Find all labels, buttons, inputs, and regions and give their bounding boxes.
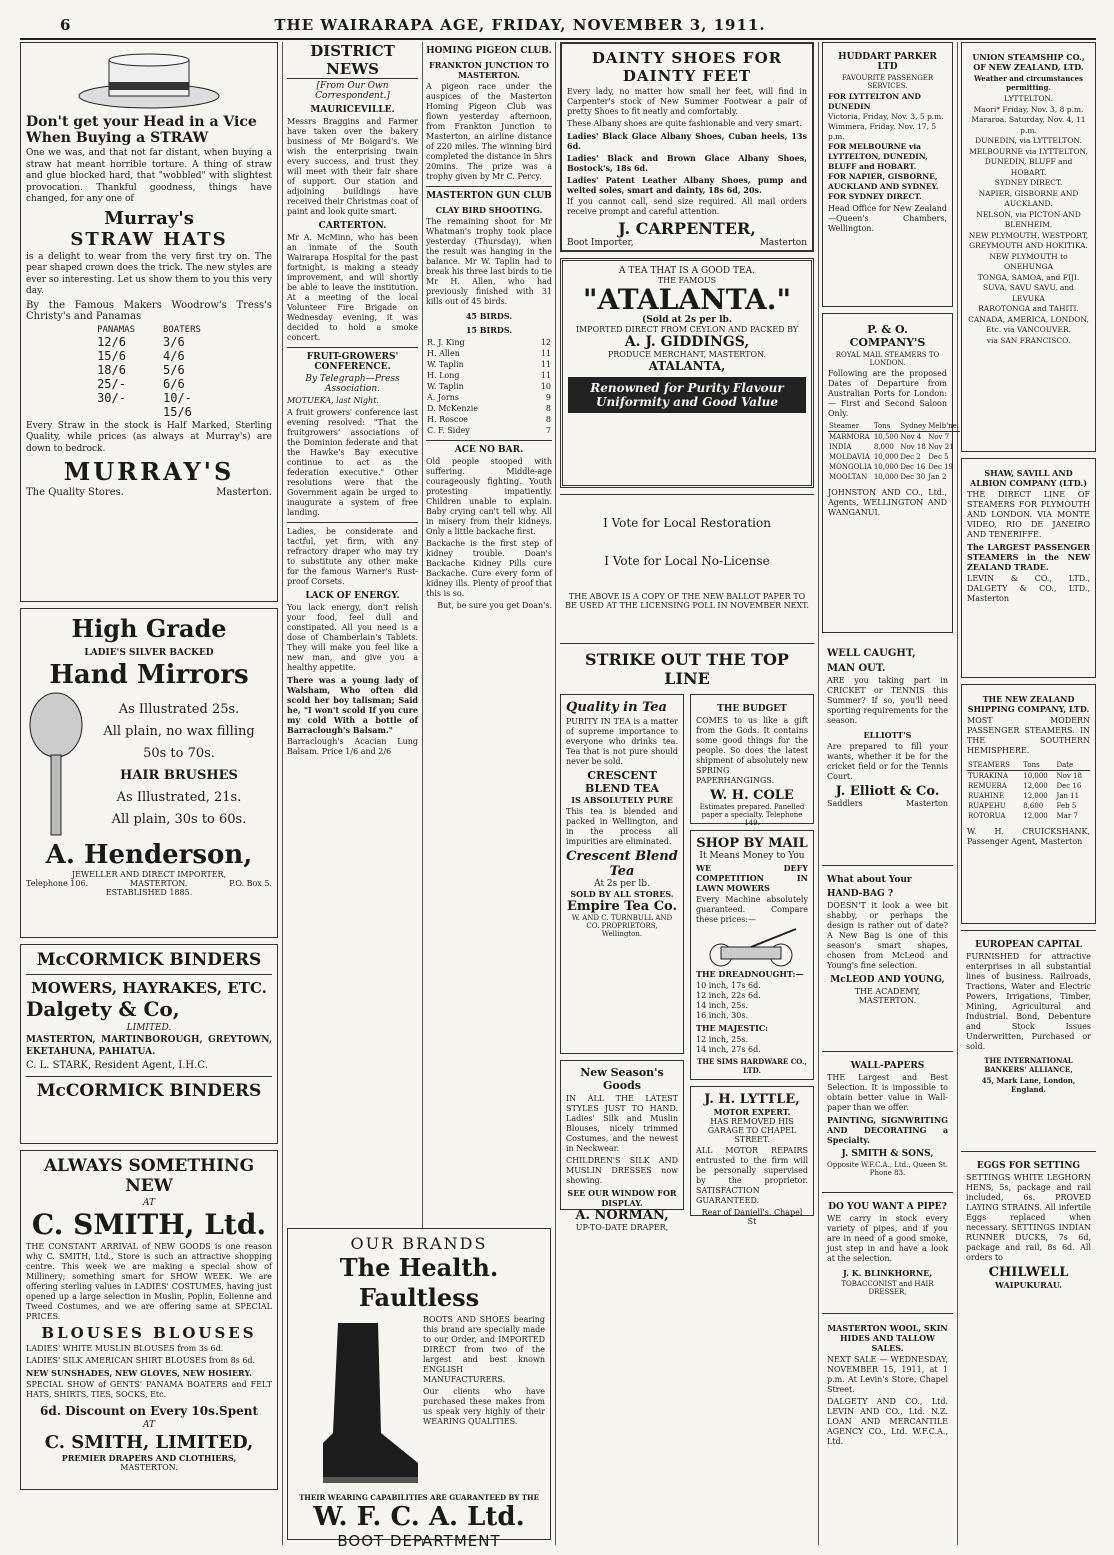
smith-at: AT xyxy=(142,1198,155,1208)
wool-firms: DALGETY AND CO., Ltd. LEVIN AND CO., Ltd. N.Z. LOAN AND MERCANTILE AGENCY CO., Ltd. W.F.C.A., Ltd. xyxy=(827,1397,948,1446)
price-row: 18/6 5/6 xyxy=(97,362,185,377)
gun-head: MASTERTON GUN CLUB xyxy=(426,191,552,201)
lack-body: You lack energy, don't relish your food, feel dull and constipated. All you need is a dose of Chamberlain's Tablets. They will make you feel like a new man, and give you a healthy appetite. xyxy=(287,603,418,672)
henderson-l6: All plain, 30s to 60s. xyxy=(111,812,247,827)
col-head: Tons xyxy=(1023,761,1040,769)
henderson-tag: JEWELLER AND DIRECT IMPORTER, xyxy=(71,870,227,879)
lyttle-tag: MOTOR EXPERT. xyxy=(713,1107,791,1117)
table-row: REMUERA 12,000 Dec 16 xyxy=(968,782,1082,790)
henderson-h2: LADIE'S SILVER BACKED xyxy=(84,648,214,658)
norman-title: New Season's Goods xyxy=(580,1066,664,1092)
list-item: Mararoa, Saturday, Nov. 4, 11 p.m. xyxy=(971,115,1086,135)
wool-title: MASTERTON WOOL, SKIN HIDES AND TALLOW SALES. xyxy=(827,1323,948,1353)
column-rule xyxy=(282,42,283,1545)
dainty-i3: Ladies' Patent Leather Albany Shoes, pump and welted soles, smart and dainty, 18s 6d, 20s. xyxy=(567,175,807,195)
price-row: 15/6 xyxy=(163,404,192,419)
smith-disc: 6d. Discount on Every 10s.Spent xyxy=(39,1404,259,1418)
smith-town: MASTERTON. xyxy=(120,1463,178,1472)
dainty-shoes-advert xyxy=(560,42,814,252)
wool-body: NEXT SALE — WEDNESDAY, NOVEMBER 15, 1911, at 1 p.m. At Levin's Store, Chapel Street. xyxy=(827,1355,948,1394)
column-rule xyxy=(818,42,819,1545)
eggs-body: SETTINGS WHITE LEGHORN HENS, 5s, package and rail included, 6s. PROVED LAYING STRAINS. All infertile Eggs replaced when necessary. SETTINGS INDIAN RUNNER DUCKS, 7s 6d, package and rail, 8s 6d. All orders to xyxy=(966,1173,1091,1262)
crescent-head: CRESCENT BLEND TEA xyxy=(585,769,659,795)
list-item: 14 inch, 27s 6d. xyxy=(696,1045,761,1054)
table-row: MOLDAVIA 10,000 Dec 2 Dec 5 xyxy=(829,453,949,461)
score-row: W. Taplin 11 xyxy=(427,360,551,369)
lack-head: LACK OF ENERGY. xyxy=(305,591,400,601)
atalanta-name: "ATALANTA." xyxy=(582,283,792,316)
shaw-agents: LEVIN & CO., LTD., DALGETY & CO., LTD., Masterton xyxy=(967,574,1090,603)
european-title: EUROPEAN CAPITAL xyxy=(975,940,1082,950)
murray-advert xyxy=(20,42,278,602)
sims-body2: Every Machine absolutely guaranteed. Compare these prices:— xyxy=(696,895,808,924)
list-item: FOR MELBOURNE via LYTTELTON, DUNEDIN, BLUFF and HOBART. xyxy=(828,142,928,171)
budget-body: COMES to us like a gift from the Gods. It contains some good things for the people. So does the latest shipment of absolutely new SPRING PAPERHANGINGS. xyxy=(696,716,808,785)
pando-body: Following are the proposed Dates of Departure from Australian Ports for London:— First and Second Saloon Only. xyxy=(828,369,947,418)
lyttle-advert xyxy=(690,1086,814,1226)
sims-firm: THE SIMS HARDWARE CO., LTD. xyxy=(697,1057,807,1075)
elliott-left: Saddlers xyxy=(827,799,863,808)
table-row: TURAKINA 10,000 Nov 18 xyxy=(968,772,1082,780)
pando-sub: ROYAL MAIL STEAMERS TO LONDON. xyxy=(835,351,940,367)
col-head-boaters: BOATERS xyxy=(163,324,201,335)
list-item: Maori* Friday, Nov. 3, 8 p.m. xyxy=(973,104,1084,114)
pando-advert xyxy=(822,313,960,633)
empire-props: W. AND C. TURNBULL AND CO. PROPRIETORS, Wellington. xyxy=(571,914,673,938)
wallpapers-advert xyxy=(822,1051,953,1186)
pando-table xyxy=(828,421,960,482)
academy-town: MASTERTON. xyxy=(858,996,917,1005)
wallpapers-body: THE Largest and Best Selection. It is impossible to obtain better value in Wall-paper than we offer. xyxy=(827,1073,948,1112)
wfca-h2: The Health. Faultless xyxy=(339,1253,499,1312)
academy-h1: What about Your xyxy=(827,875,912,885)
union-steamship-advert xyxy=(961,42,1096,452)
dainty-title: DAINTY SHOES FOR DAINTY FEET xyxy=(591,49,783,85)
henderson-town: MASTERTON. xyxy=(129,879,188,888)
motueka: MOTUEKA, last Night. xyxy=(287,396,379,405)
list-item: FOR LYTTELTON AND DUNEDIN xyxy=(828,92,921,111)
norman-name: A. NORMAN, xyxy=(575,1208,669,1223)
pigeon-sub: FRANKTON JUNCTION TO MASTERTON. xyxy=(429,60,549,80)
pipe-name: J. K. BLINKHORNE, xyxy=(842,1268,933,1278)
smith-at2: AT xyxy=(142,1420,155,1430)
list-item: SUVA, SAVU SAVU, and LEVUKA xyxy=(983,283,1074,303)
score-row: H. Roscoe 8 xyxy=(427,415,551,424)
smith-advert xyxy=(20,1150,278,1490)
dainty-i1: Ladies' Black Glace Albany Shoes, Cuban heels, 13s 6d. xyxy=(567,131,807,151)
lawn-mower-illustration xyxy=(696,927,808,967)
table-row: MONGOLIA 10,000 Dec 16 Dec 19 xyxy=(829,463,953,471)
wfca-h1: OUR BRANDS xyxy=(350,1234,488,1253)
pipe-advert xyxy=(822,1192,953,1307)
atalanta-by: A. J. GIDDINGS, xyxy=(624,334,750,350)
list-item: via SAN FRANCISCO. xyxy=(986,335,1071,345)
list-item: DUNEDIN, via LYTTELTON. xyxy=(975,136,1082,145)
wallpapers-title: WALL-PAPERS xyxy=(850,1061,925,1071)
mauriceville-body: Messrs Braggins and Farmer have taken over the bakery business of Mr Boigard's. We wish the enterprising twain every success, and trust they will meet with their fair share of support. Our station and adjoining buildings have received their Christmas coat of paint and look quite smart. xyxy=(287,117,418,216)
shaw-body: The LARGEST PASSENGER STEAMERS in the NEW ZEALAND TRADE. xyxy=(967,542,1090,572)
mccormick-top: McCORMICK BINDERS xyxy=(36,950,262,970)
column-6 xyxy=(961,42,1096,1545)
murray-brand: Murray's xyxy=(104,207,194,229)
mccormick-ltd: LIMITED. xyxy=(126,1023,172,1033)
elliott-right: Masterton xyxy=(905,799,948,808)
wallpapers-addr: Opposite W.F.C.A., Ltd., Queen St. Phone 83. xyxy=(827,1161,948,1177)
norman-children: CHILDREN'S SILK AND MUSLIN DRESSES now showing. xyxy=(566,1156,678,1185)
pipe-title: DO YOU WANT A PIPE? xyxy=(828,1202,947,1212)
murray-body: One we was, and that not far distant, when buying a straw hat meant horrible torture. A thing of straw and glue blocked hard, that "wobbled" with slightest provocation. Thankful goodness, things have changed, for any one of xyxy=(26,148,272,204)
score-row: R. J. King 12 xyxy=(427,338,551,347)
murray-town: Masterton. xyxy=(216,487,272,498)
vote-no-license: I Vote for Local No-License xyxy=(604,554,770,568)
dainty-right: Masterton xyxy=(759,238,807,248)
price-row: 30/- 10/- xyxy=(97,390,192,405)
column-rule xyxy=(957,42,958,1545)
mccormick-bottom: McCORMICK BINDERS xyxy=(36,1080,262,1101)
column-4 xyxy=(560,42,814,1545)
huddart-title: HUDDART PARKER LTD xyxy=(838,52,937,72)
list-item: 12 inch, 22s 6d. xyxy=(696,991,761,1000)
carterton-body: Mr A. McMinn, who has been an inmate of the South Wairarapa Hospital for the past fortnight, is making a steady improvement, and will shortly be able to leave the institution. At a meeting of the local Volunteer Fire Brigade on Wednesday evening, it was decided to hold a smoke concert. xyxy=(287,233,418,342)
column-5 xyxy=(822,42,960,1545)
crescent-body: This tea is blended and packed in Wellington, and in the process all impurities are eliminated. xyxy=(566,807,678,846)
strike-out: STRIKE OUT THE TOP LINE xyxy=(585,650,789,688)
mccormick-firm: Dalgety & Co, xyxy=(26,997,180,1021)
european-body: FURNISHED for attractive enterprises in all substantial lines of business. Railroads, Tractions, Water and Electric Powers, Irrigations, Timber, Mining, Agricultural and Industrial. Bond, Debenture and Stock Issues Underwritten, Purchased or sold. xyxy=(966,952,1091,1051)
table-row: INDIA 8,000 Nov 18 Nov 21 xyxy=(829,443,954,451)
vote-restoration: I Vote for Local Restoration xyxy=(603,516,771,530)
european-addr: 45, Mark Lane, London, England. xyxy=(981,1076,1076,1094)
norman-see: SEE OUR WINDOW FOR DISPLAY. xyxy=(567,1188,677,1208)
birds-45: 45 BIRDS. xyxy=(465,311,513,321)
elliott-h2: MAN OUT. xyxy=(827,663,886,674)
dainty-left: Boot Importer, xyxy=(567,238,634,248)
murray-pitch: is a delight to wear from the very first try on. The pear shaped crown does the trick. The new styles are ever so interesting. Let us show them to you this very day. xyxy=(26,251,272,296)
henderson-l5: As Illustrated, 21s. xyxy=(116,790,242,805)
smith-blouses: BLOUSES BLOUSES xyxy=(41,1324,257,1342)
wfca-dept: BOOT DEPARTMENT xyxy=(337,1532,501,1550)
wfca-name: W. F. C. A. Ltd. xyxy=(313,1502,525,1532)
smith-b4: SPECIAL SHOW of GENTS' PANAMA BOATERS and FELT HATS, SHIRTS, TIES, SOCKS, Etc. xyxy=(26,1380,272,1399)
wfca-guarantee: THEIR WEARING CAPABILITIES ARE GUARANTEED BY THE xyxy=(299,1493,539,1502)
price-row: 12/6 3/6 xyxy=(97,334,185,349)
column-1 xyxy=(20,42,278,1545)
doans-end: But, be sure you get Doan's. xyxy=(437,601,552,610)
atalanta-price: (Sold at 2s per lb. xyxy=(642,315,732,325)
nzsc-agent: W. H. CRUICKSHANK, Passenger Agent, Masterton xyxy=(967,827,1090,846)
budget-title: THE BUDGET xyxy=(717,704,787,714)
nobar-head: ACE NO BAR. xyxy=(454,445,524,455)
table-row: MARMORA 10,500 Nov 4 Nov 7 xyxy=(829,433,950,441)
ballot-text: THE ABOVE IS A COPY OF THE NEW BALLOT PAPER TO BE USED AT THE LICENSING POLL IN NOVEMBER NEXT. xyxy=(565,592,809,610)
table-row: ROTORUA 12,000 Mar 7 xyxy=(968,812,1078,820)
birds-15: 15 BIRDS. xyxy=(465,325,513,335)
pigeon-body: A pigeon race under the auspices of the Masterton Homing Pigeon Club was flown yesterday afternoon, from Frankton Junction to Masterton, an airline distance of 220 miles. The winning bird completed the distance in 5hrs 20mins. The prize was a trophy given by Mr C. Percy. xyxy=(426,82,552,181)
smith-b3: NEW SUNSHADES, NEW GLOVES, NEW HOSIERY. xyxy=(26,1368,252,1378)
eggs-advert xyxy=(961,1151,1096,1351)
list-item: CANADA, AMERICA, LONDON, Etc. via VANCOUVER. xyxy=(968,314,1089,334)
elliott-body2: Are prepared to fill your wants, whether it be for the cricket field or for the Tennis Court. xyxy=(827,742,948,781)
mccormick-line: MOWERS, HAYRAKES, ETC. xyxy=(31,979,267,997)
elliott-sub: ELLIOTT'S xyxy=(863,730,912,740)
doans-body: Backache is the first step of kidney trouble. Doan's Backache Kidney Pills cure Backache. Cure every form of kidney ills. Plenty of proof that this is so. xyxy=(426,539,552,598)
col-head: STEAMERS xyxy=(968,761,1010,769)
crescent-tea-advert xyxy=(560,694,684,1054)
wfca-body: BOOTS AND SHOES bearing this brand are specially made to our Order, and IMPORTED DIRECT from two of the largest and best known ENGLISH MANUFACTURERS. xyxy=(423,1315,545,1384)
european-name: THE INTERNATIONAL BANKERS' ALLIANCE, xyxy=(984,1056,1073,1074)
carterton-head: CARTERTON. xyxy=(318,221,387,231)
sims-advert xyxy=(690,830,814,1080)
dainty-name: J. CARPENTER, xyxy=(618,219,756,238)
henderson-l4: HAIR BRUSHES xyxy=(120,768,238,783)
cole-est: Estimates prepared. Panelled paper a specialty. Telephone 149. xyxy=(699,803,805,827)
list-item: RAROTONGA and TAHITI. xyxy=(978,304,1079,313)
budget-advert xyxy=(690,694,814,827)
sims-h2: It Means Money to You xyxy=(699,851,805,861)
lyttle-h: HAS REMOVED HIS GARAGE TO CHAPEL STREET. xyxy=(707,1117,797,1144)
list-item: LYTTELTON. xyxy=(1003,94,1054,103)
mirror-icon xyxy=(26,690,86,840)
table-row: MOOLTAN 10,000 Dec 30 Jan 2 xyxy=(829,473,947,481)
huddart-sub: FAVOURITE PASSENGER SERVICES. xyxy=(841,74,934,90)
henderson-name: A. Henderson, xyxy=(45,840,253,870)
mower-dreadnought: THE DREADNOUGHT:— xyxy=(696,969,804,979)
col-head: Sydney xyxy=(900,422,927,430)
walsham-verse: There was a young lady of Walsham, Who often did scold her boy talisman; Said he, "I won't scold If you cure my cold With a bottle of Barraclough's Balsam." xyxy=(287,675,418,735)
quality-title: Quality in Tea xyxy=(566,700,667,715)
list-item: Wimmera, Friday, Nov. 17, 5 p.m. xyxy=(828,122,937,141)
mccormick-towns: MASTERTON, MARTINBOROUGH, GREYTOWN, EKETAHUNA, PAHIATUA. xyxy=(26,1035,272,1057)
shaw-savill-advert xyxy=(961,458,1096,678)
murray-stock: Every Straw in the stock is Half Marked, Sterling Quality, while prices (as always at Murray's) are down to bedrock. xyxy=(26,420,272,454)
score-table xyxy=(426,337,552,436)
walsham-price: Barraclough's Acacian Lung Balsam. Price 1/6 and 2/6 xyxy=(287,737,418,756)
norman-tag: UP-TO-DATE DRAPER, xyxy=(575,1223,669,1232)
murray-headline: Don't get your Head in a Vice When Buying a STRAW xyxy=(26,114,257,146)
elliott-advert xyxy=(822,639,953,859)
academy-body: DOESN'T it look a wee bit shabby, or perhaps the design is rather out of date? A New Bag is one of this season's smart shapes, chosen from McLeod and Young's fine selection. xyxy=(827,901,948,970)
col-head: Steamer xyxy=(829,422,860,430)
elliott-h1: WELL CAUGHT, xyxy=(827,648,916,659)
nzsc-sub: MOST MODERN PASSENGER STEAMERS. IN THE SOUTHERN HEMISPHERE. xyxy=(967,716,1090,755)
wfca-body2: Our clients who have purchased these makes from us speak very highly of their WEARING QUALITIES. xyxy=(423,1387,545,1426)
union-title: UNION STEAMSHIP CO., OF NEW ZEALAND, LTD. xyxy=(972,52,1085,72)
sims-h1: SHOP BY MAIL xyxy=(696,836,808,851)
empire-tea: Empire Tea Co. xyxy=(566,899,678,914)
wfca-boots-advert xyxy=(287,1228,551,1550)
score-row: D. McKenzie 8 xyxy=(427,404,551,413)
crescent-pure: IS ABSOLUTELY PURE xyxy=(571,795,673,805)
huddart-office: Head Office for New Zealand—Queen's Chambers, Wellington. xyxy=(828,204,947,233)
crescent-logo: Crescent Blend Tea xyxy=(566,849,678,879)
list-item: FOR NAPIER, GISBORNE, AUCKLAND AND SYDNEY. xyxy=(828,172,939,191)
dainty-p2: These Albany shoes are quite fashionable and very smart. xyxy=(567,119,802,128)
hat-price-table xyxy=(83,325,215,419)
fruit-body: A fruit growers' conference last evening resolved: "That the fruitgrowers' associations of the Dominion federate and that the Hawke's Bay executive continue to act as the federation executive." Other resolutions were that the Government again be urged to inaugurate a system of free landing. xyxy=(287,408,418,517)
smith-h1: ALWAYS SOMETHING NEW xyxy=(43,1156,255,1196)
score-row: W. Taplin 10 xyxy=(427,382,551,391)
price-row: 25/- 6/6 xyxy=(97,376,185,391)
eggs-town: WAIPUKURAU. xyxy=(995,1280,1062,1290)
elliott-name: J. Elliott & Co. xyxy=(835,784,940,799)
list-item: 10 inch, 17s 6d. xyxy=(696,981,761,990)
henderson-est: ESTABLISHED 1885. xyxy=(105,888,193,897)
price-row: 15/6 4/6 xyxy=(97,348,185,363)
gun-body: The remaining shoot for Mr Whatman's trophy took place yesterday (Thursday), when the result was hanging in the balance. Mr W. Taplin had to break his three last birds to tie Mr H. Allen, who had previously finished with 31 kills out of 45 birds. xyxy=(426,217,552,306)
union-sailings xyxy=(967,94,1090,346)
dreadnought-prices xyxy=(696,981,808,1021)
col-head-panamas: PANAMAS xyxy=(97,324,135,335)
column-rule xyxy=(555,42,556,1545)
smith-name: C. SMITH, Ltd. xyxy=(31,1208,267,1241)
henderson-h3: Hand Mirrors xyxy=(49,660,249,690)
list-item: TONGA, SAMOA, and FIJI. xyxy=(977,272,1080,282)
list-item: NEW PLYMOUTH, WESTPORT, GREYMOUTH AND HOKITIKA. xyxy=(968,230,1089,250)
list-item: 14 inch, 25s. xyxy=(696,1001,748,1010)
fruit-sub: By Telegraph—Press Association. xyxy=(305,374,400,394)
academy-advert xyxy=(822,865,953,1045)
norman-body: IN ALL THE LATEST STYLES JUST TO HAND. Ladies' Silk and Muslin Blouses, nicely trimmed Costumes, and the newest in Neckwear. xyxy=(566,1094,678,1153)
shaw-sub: THE DIRECT LINE OF STEAMERS FOR PLYMOUTH AND LONDON. VIA MONTE VIDEO, RIO DE JANEIRO AND TENERIFFE. xyxy=(967,490,1090,539)
henderson-advert xyxy=(20,608,278,938)
newspaper-title: THE WAIRARAPA AGE, FRIDAY, NOVEMBER 3, 1911. xyxy=(274,16,766,34)
shaw-title: SHAW, SAVILL AND ALBION COMPANY (LTD.) xyxy=(970,468,1087,488)
list-item: 16 inch, 30s. xyxy=(696,1011,748,1020)
henderson-h1: High Grade xyxy=(71,614,227,643)
cole-name: W. H. COLE xyxy=(710,788,794,803)
gun-sub: CLAY BIRD SHOOTING. xyxy=(435,205,543,215)
masthead xyxy=(20,16,1096,40)
crescent-price: At 2s per lb. xyxy=(594,879,650,889)
pigeon-head: HOMING PIGEON CLUB. xyxy=(426,46,552,56)
ladies-notice: Ladies, be considerate and tactful, yet firm, with any refractory draper who may try to substitute any other make for the famous Warner's Rust-proof Corsets. xyxy=(287,527,418,586)
huddart-sailings xyxy=(828,92,947,202)
dainty-p1: Every lady, no matter how small her feet, will find in Carpenter's stock of New Summer Footwear a pair of pretty Shoes to fit neatly and comfortably. xyxy=(567,87,807,116)
elliott-body: ARE you taking part in CRICKET or TENNIS this Summer? If so, you'll need sporting requirements for the season. xyxy=(827,676,948,725)
col-head: Date xyxy=(1056,761,1074,769)
smith-b2: LADIES' SILK AMERICAN SHIRT BLOUSES from 8s 6d. xyxy=(26,1356,256,1365)
wallpapers-name: J. SMITH & SONS, xyxy=(841,1149,934,1159)
score-row: H. Long 11 xyxy=(427,371,551,380)
list-item: NAPIER, GISBORNE AND AUCKLAND. xyxy=(978,188,1079,208)
atalanta-place: ATALANTA, xyxy=(648,359,726,373)
table-row: RUAHINE 12,000 Jan 11 xyxy=(968,792,1080,800)
smith-name2: C. SMITH, LIMITED, xyxy=(44,1432,254,1453)
score-row: C. F. Sidey 7 xyxy=(427,426,551,435)
atalanta-advert xyxy=(560,258,814,488)
quality-body: PURITY IN TEA is a matter of supreme importance to everyone who drinks tea. Tea that is not pure should never be sold. xyxy=(566,717,678,766)
eggs-name: CHILWELL xyxy=(988,1265,1069,1280)
european-capital-advert xyxy=(961,930,1096,1145)
huddart-parker-advert xyxy=(822,42,953,307)
academy-sub: THE ACADEMY, xyxy=(854,987,921,996)
lyttle-body: ALL MOTOR REPAIRS entrusted to the firm will be personally supervised by the proprietor. SATISFACTION GUARANTEED. xyxy=(696,1146,808,1205)
atalanta-trade: PRODUCE MERCHANT, MASTERTON. xyxy=(607,350,767,359)
col-head: Tons xyxy=(873,422,891,430)
nzsc-title: THE NEW ZEALAND SHIPPING COMPANY, LTD. xyxy=(967,694,1090,714)
list-item: 12 inch, 25s. xyxy=(696,1035,748,1044)
smith-tag: PREMIER DRAPERS AND CLOTHIERS, xyxy=(61,1453,237,1463)
mauriceville-head: MAURICEVILLE. xyxy=(310,105,395,115)
atalanta-imp: IMPORTED DIRECT FROM CEYLON AND PACKED BY xyxy=(575,325,799,334)
mccormick-advert xyxy=(20,944,278,1144)
wallpapers-spec: PAINTING, SIGNWRITING AND DECORATING a Specialty. xyxy=(827,1115,948,1145)
lyttle-name: J. H. LYTTLE, xyxy=(704,1092,800,1107)
list-item: NELSON, via PICTON AND BLENHEIM. xyxy=(976,209,1081,229)
majestic-prices xyxy=(696,1035,808,1055)
crescent-sold: SOLD BY ALL STORES. xyxy=(570,889,674,899)
district-news-title: DISTRICT NEWS xyxy=(287,42,418,79)
score-row: H. Allen 11 xyxy=(427,349,551,358)
academy-h2: HAND-BAG ? xyxy=(827,889,894,899)
murray-name: MURRAY'S xyxy=(63,457,235,486)
academy-name: McLEOD AND YOUNG, xyxy=(830,975,945,985)
straw-hat-illustration xyxy=(74,52,224,110)
nobar-body: Old people stooped with suffering. Middle-age courageously fighting. Youth protesting impatiently. Children unable to explain. Baby crying can't tell why. All in misery from their kidneys. Only a little backache first. xyxy=(426,457,552,536)
pipe-tag: TOBACCONIST and HAIR DRESSER, xyxy=(841,1280,934,1296)
lyttle-addr: Rear of Daniell's, Chapel St xyxy=(701,1208,803,1226)
table-row: RUAPEHU 8,600 Feb 5 xyxy=(968,802,1077,810)
score-row: A. Jorns 9 xyxy=(427,393,551,402)
henderson-pob: P.O. Box 5. xyxy=(229,879,272,888)
ballot-notice xyxy=(560,494,814,644)
murray-makers: By the Famous Makers Woodrow's Tress's Christy's and Panamas xyxy=(26,299,272,322)
nz-shipping-advert xyxy=(961,684,1096,924)
list-item: SYDNEY DIRECT. xyxy=(994,178,1063,187)
mccormick-agent: C. L. STARK, Resident Agent, I.H.C. xyxy=(26,1060,208,1071)
norman-advert xyxy=(560,1060,684,1232)
list-item: FOR SYDNEY DIRECT. xyxy=(828,192,922,201)
smith-b1: LADIES' WHITE MUSLIN BLOUSES from 3s 6d. xyxy=(26,1344,224,1353)
pando-agents: JOHNSTON AND CO., Ltd., Agents, WELLINGTON AND WANGANUI. xyxy=(828,488,947,517)
union-sub: Weather and circumstances permitting. xyxy=(974,74,1083,92)
henderson-l3: 50s to 70s. xyxy=(143,746,215,761)
smith-body: THE CONSTANT ARRIVAL of NEW GOODS is one reason why C. SMITH, Ltd., Store is such an attractive shopping centre. This week we are making a special show of Millinery; something smart for SHOW WEEK. We are offering sterling values in LADIES' COSTUMES, having just opened up a large selection in Muslin, Poplin, Eolienne and Tweed Costumes, and we are offering same at SPECIAL PRICES. xyxy=(26,1242,272,1321)
pipe-body: WE carry in stock every variety of pipes, and if you are in need of a good smoke, just step in and have a look at the selection. xyxy=(827,1214,948,1263)
dainty-i2: Ladies' Black and Brown Glace Albany Shoes, Bostock's, 18s 6d. xyxy=(567,153,807,173)
nzsc-table xyxy=(967,760,1090,821)
district-news-sub: [From Our Own Correspondent.] xyxy=(315,81,390,101)
sims-body: WE DEFY COMPETITION IN LAWN MOWERS xyxy=(696,863,808,893)
boot-illustration xyxy=(293,1313,423,1493)
atalanta-l2: THE FAMOUS xyxy=(657,276,717,285)
col-head: Melb'ne. xyxy=(928,422,960,430)
eggs-title: EGGS FOR SETTING xyxy=(976,1161,1081,1171)
list-item: NEW PLYMOUTH to ONEHUNGA xyxy=(989,251,1068,271)
fruit-head: FRUIT-GROWERS' CONFERENCE. xyxy=(306,352,399,372)
atalanta-banner: Renowned for Purity Flavour Uniformity and Good Value xyxy=(568,377,806,413)
henderson-l1: As Illustrated 25s. xyxy=(118,702,240,717)
list-item: Victoria, Friday, Nov. 3, 5 p.m. xyxy=(828,112,944,121)
henderson-l2: All plain, no wax filling xyxy=(103,724,255,739)
atalanta-l1: A TEA THAT IS A GOOD TEA. xyxy=(619,266,755,276)
page-number: 6 xyxy=(60,16,71,34)
wool-sales-advert xyxy=(822,1313,953,1446)
murray-product: STRAW HATS xyxy=(70,228,228,250)
henderson-tel: Telephone 106. xyxy=(26,879,89,888)
murray-stores: The Quality Stores. xyxy=(26,487,124,498)
mower-majestic: THE MAJESTIC: xyxy=(696,1023,769,1033)
pando-title: P. & O. COMPANY'S xyxy=(849,323,926,349)
dainty-p3: If you cannot call, send size required. All mail orders receive prompt and careful attention. xyxy=(567,197,807,216)
list-item: MELBOURNE via LYTTELTON, DUNEDIN, BLUFF and HOBART. xyxy=(969,146,1088,177)
